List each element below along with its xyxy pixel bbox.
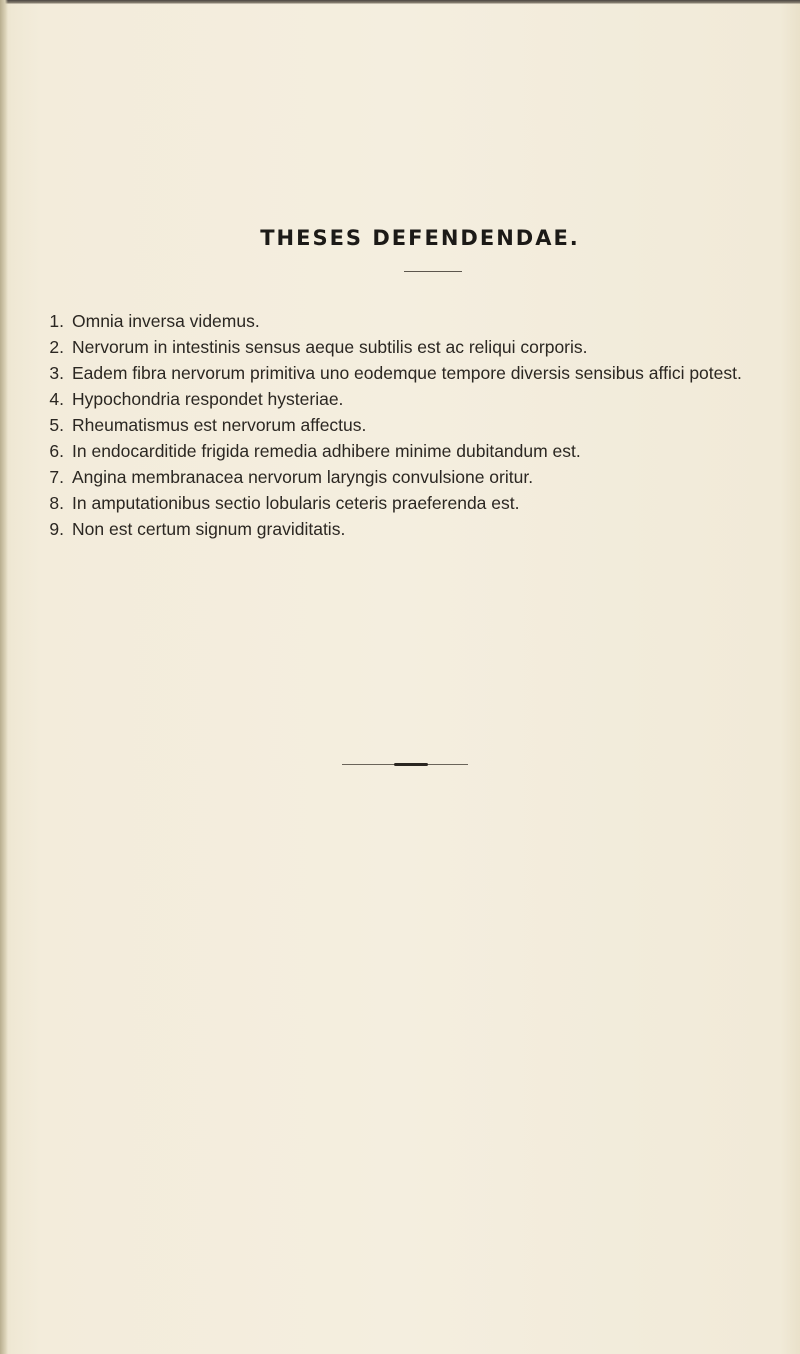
thesis-item [36,490,800,516]
thesis-item [36,464,800,490]
page-top-edge [0,0,800,4]
page-binding-edge [0,0,8,1354]
thesis-number: 3. [49,363,64,383]
closing-ornament-rule [342,763,468,765]
page-title: THESES DEFENDENDAE. [260,226,580,250]
thesis-number: 2. [49,337,64,357]
thesis-number: 6. [49,441,64,461]
thesis-text: Hypochondria respondet hysteriae. [72,389,344,409]
thesis-number: 9. [49,519,64,539]
thesis-item [36,360,800,386]
thesis-item [36,516,800,542]
thesis-text: Nervorum in intestinis sensus aeque subtilis est ac reliqui corporis. [72,337,588,357]
thesis-item [36,386,800,412]
thesis-item [36,438,800,464]
thesis-item [36,308,800,334]
thesis-text: Rheumatismus est nervorum affectus. [72,415,367,435]
thesis-text: In endocarditide frigida remedia adhibere minime dubitandum est. [72,441,581,461]
theses-list [36,308,800,542]
thesis-number: 5. [49,415,64,435]
closing-rule-swell [394,763,428,766]
thesis-item [36,412,800,438]
title-divider [404,271,462,272]
thesis-text: Non est certum signum graviditatis. [72,519,346,539]
thesis-text: Eadem fibra nervorum primitiva uno eodemque tempore diversis sensibus affici potest. [72,363,742,383]
thesis-item [36,334,800,360]
thesis-text: Omnia inversa videmus. [72,311,260,331]
thesis-number: 4. [49,389,64,409]
thesis-number: 7. [49,467,64,487]
thesis-text: In amputationibus sectio lobularis ceteris praeferenda est. [72,493,520,513]
thesis-number: 1. [49,311,64,331]
thesis-number: 8. [49,493,64,513]
thesis-text: Angina membranacea nervorum laryngis convulsione oritur. [72,467,534,487]
